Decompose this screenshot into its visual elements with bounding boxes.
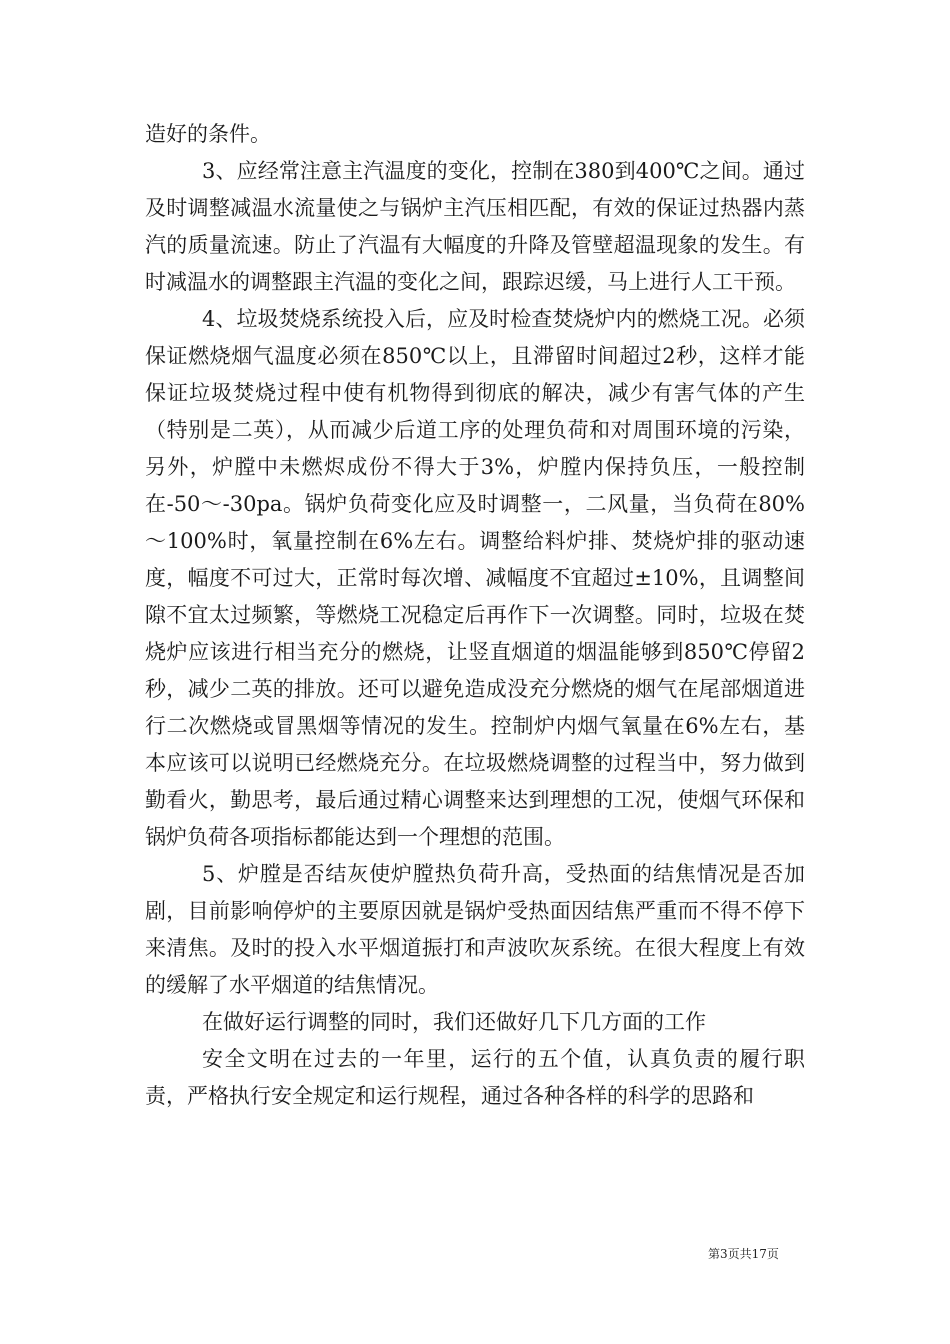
paragraph-item-3: 3、应经常注意主汽温度的变化，控制在380到400℃之间。通过及时调整减温水流量使之与锅炉主汽压相匹配，有效的保证过热器内蒸汽的质量流速。防止了汽温有大幅度的升降及管壁超温现象的发生。有时减温水的调整跟主汽温的变化之间，跟踪迟缓，马上进行人工干预。: [145, 159, 805, 294]
paragraph-continuation: 造好的条件。: [145, 122, 271, 146]
document-body: [145, 116, 805, 1115]
paragraph-intro-work: 在做好运行调整的同时，我们还做好几下几方面的工作: [202, 1010, 706, 1034]
paragraph-safety: 安全文明在过去的一年里，运行的五个值，认真负责的履行职责，严格执行安全规定和运行规程，通过各种各样的科学的思路和: [145, 1047, 805, 1108]
paragraph-item-4: 4、垃圾焚烧系统投入后，应及时检查焚烧炉内的燃烧工况。必须保证燃烧烟气温度必须在850℃以上，且滞留时间超过2秒，这样才能保证垃圾焚烧过程中使有机物得到彻底的解决，减少有害气体的产生（特别是二英），从而减少后道工序的处理负荷和对周围环境的污染，另外，炉膛中未燃烬成份不得大于3%，炉膛内保持负压，一般控制在-50～-30pa。锅炉负荷变化应及时调整一，二风量，当负荷在80%～100%时，氧量控制在6%左右。调整给料炉排、焚烧炉排的驱动速度，幅度不可过大，正常时每次增、减幅度不宜超过±10%，且调整间隙不宜太过频繁，等燃烧工况稳定后再作下一次调整。同时，垃圾在焚烧炉应该进行相当充分的燃烧，让竖直烟道的烟温能够到850℃停留2秒，减少二英的排放。还可以避免造成没充分燃烧的烟气在尾部烟道进行二次燃烧或冒黑烟等情况的发生。控制炉内烟气氧量在6%左右，基本应该可以说明已经燃烧充分。在垃圾燃烧调整的过程当中，努力做到勤看火，勤思考，最后通过精心调整来达到理想的工况，使烟气环保和锅炉负荷各项指标都能达到一个理想的范围。: [145, 307, 805, 849]
page-number-footer: 第3页共17页: [708, 1247, 779, 1261]
paragraph-item-5: 5、炉膛是否结灰使炉膛热负荷升高，受热面的结焦情况是否加剧，目前影响停炉的主要原因就是锅炉受热面因结焦严重而不得不停下来清焦。及时的投入水平烟道振打和声波吹灰系统。在很大程度上有效的缓解了水平烟道的结焦情况。: [145, 862, 805, 997]
